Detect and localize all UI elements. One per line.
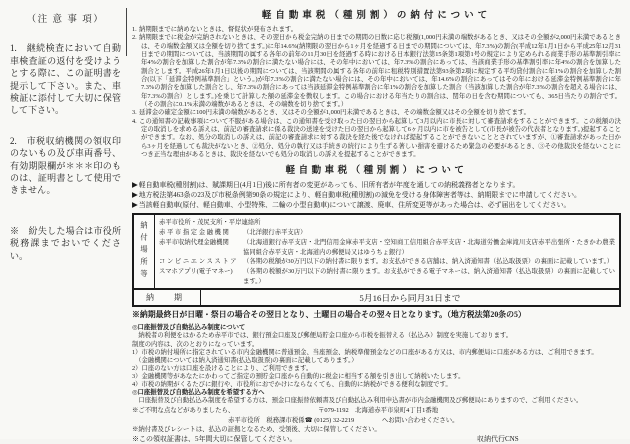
footer-note-keep: ※この領収証書は、5年間大切に保管してください。 <box>132 435 297 444</box>
phone-icon: ☎ <box>304 415 313 424</box>
bullet-item <box>132 180 621 190</box>
contact-postal-address: 〒079-1192 北海道赤平市泉町4丁目1番地 <box>318 407 439 415</box>
footer-note-receipt: ※納付書及びレシートは、払込の証拠となるため、受領後、大切に保管してください。 <box>132 425 381 433</box>
item-number: 1. <box>132 26 137 33</box>
place-label: スマホアプリ(電子マネー) <box>159 267 233 275</box>
contact-office: 赤平市役所 税務課市税係 <box>228 416 305 424</box>
column-divider-line <box>126 8 127 56</box>
transfer-wish-text: 口座振替及び自動払込み制度を希望する方は、預金口座振替依頼書及び自動払込み利用申込書が市内金融機関及び郵便局にありますので、ご利用ください。 <box>132 397 583 405</box>
contact-suffix: へお問い合わせください。 <box>381 416 459 424</box>
table-row <box>159 228 615 238</box>
contact-phone-number: (0125) 32-2219 <box>314 416 355 424</box>
table-row <box>159 257 615 267</box>
due-date-row <box>134 288 619 305</box>
place-detail: （各期の税額が30万円以下の納付書に限ります。お支払ができる店舗は、納入済通知書（払込取扱票）の裏面に記載しています。） <box>243 258 614 266</box>
table-row <box>159 218 615 228</box>
bullet-text: 当該軽自動車(原付、軽自動車、小型特殊、二輪の小型自動車)について譲渡、廃車、住所変更等があった場合は、必ず届出をしてください。 <box>138 202 571 210</box>
item-text: 延滞金の確定金額に100円未満の端数があるとき、又はその全額が1,000円未満であるときは、その端数金額又はその全額を切り捨てます。 <box>139 109 530 117</box>
caution-item-2: 2. 市税収納機関の領収印のないもの及び車両番号、有効期限欄が＊＊＊印のものは、証明書として使用できません。 <box>10 135 121 196</box>
item-text: 納期限までに税金が完納されないときは、その翌日から税金完納の日までの期間の日数に応じ税額(1,000円未満の端数があるとき、又はその全額が2,000円未満であるときは、その端数金額又は全額を切り捨てます。)に年14.6%(納期限の翌日から1ヶ月を経過する日までの期間については、年7.3%)の割合(平成12年1月1日から平成25年12月31日までの期間については、当該期間の属する各年の前年の11月30日を経過する時における日本銀行法第15条第1項第1号の規定により定められる商業手形の基準割引率に年4%の割合を加算した割合が年7.3%の割合に満たない場合には、その年中においては、年7.3%の割合にあっては、当該商業手形の基準割引率に年4%の割合を加算した割合とします。平成26年1月1日以後の期間については、当該期間の属する各年の前年に租税特別措置法第93条第2項に規定する平均貸付割合に年1%の割合を加算した割合(以下「延滞金特例基準割合」という。)が年7.3%の割合に満たない場合には、その年中においては、年14.6%の割合にあってはその年における延滞金特例基準割合に年7.3%の割合を加算した割合とし、年7.3%の割合にあっては当該延滞金特例基準割合に年1%の割合を加算した割合（当該加算した割合が年7.3%の割合を超える場合には、年7.3%の割合）とします。)を乗じて計算した額の延滞金を徴収します。この場合における年当たりの割合は、閏年の日を含む期間についても、365日当たりの割合です。（その割合に0.1%未満の端数があるときは、その端数を切り捨てます。） <box>139 34 621 109</box>
bullet-item <box>132 200 621 210</box>
contact-line-2 <box>132 416 621 425</box>
caution-panel <box>10 12 121 280</box>
caution-item-1: 1. 継続検査において自動車検査証の返付を受けようとする際に、この証明書を提示して下さい。また、車検証に添付して大切に保管して下さい。 <box>10 43 121 116</box>
list-item <box>132 109 621 117</box>
payment-places-body <box>134 215 619 288</box>
item-text: この通知書の記載事項について不服がある場合は、この通知書を受け取った日の翌日から起算して3月以内に市長に対して審査請求をすることができます。この税額の決定の取消しを求める訴えは、前記の審査請求に係る裁決の送達を受けた日の翌日から起算して6ヶ月以内に市を被告として(市長が被告の代表者となります。)提起することができます。なお、処分の取消しの訴えは、前記の審査請求に対する裁決を経た後でなければ提起することができないこととされていますが、①審査請求があった日から3ヶ月を経過しても裁決がないとき、②処分、処分の執行又は手続きの続行により生ずる著しい損害を避けるため緊急の必要があるとき、③その他裁決を経ないことにつき正当な理由があるときは、裁決を経ないでも処分の取消しの訴えを提起することができます。 <box>139 117 621 159</box>
place-label: コンビニエンスストア <box>159 258 239 266</box>
transfer-intro-1: 納税者の利便をはかるため赤平市では、銀行預金口座及び郵便局貯金口座から市税を振替える（払込み）制度を実施しております。 <box>132 332 513 340</box>
triangle-bullet-icon: ▶ <box>132 200 138 210</box>
page-title: 軽自動車税（種別割）の納付について <box>261 11 492 21</box>
place-detail: （各期の税額が30万円以下の納付書に限ります。お支払ができる電子マネーは、納入済通知書（払込取扱票）の裏面に記載しています。） <box>243 267 615 285</box>
place-detail: （北洋銀行赤平支店） <box>243 229 307 237</box>
bullet-text: 軽自動車税(種別割)は、賦課期日(4月1日)後に所有者の変更があっても、旧所有者が年度を通しての納税義務者となります。 <box>138 181 520 189</box>
contact-block <box>132 407 621 425</box>
item-number: 3. <box>132 109 137 117</box>
transfer-item: （金融機関については納入済通知書(払込取扱票)の裏面に記載してあります。） <box>132 356 358 364</box>
about-tax-bullets <box>132 180 621 211</box>
footer-notes <box>132 426 621 444</box>
account-transfer-section <box>132 324 621 405</box>
due-date-note: ※納期最終日が日曜・祭日の場合その翌日となり、土曜日の場合その翌々日となります。（地方税法第20条の5） <box>132 310 526 320</box>
transfer-item: 2）口座のない方は口座を設けることにより、ご利用できます。 <box>132 364 313 372</box>
due-date-value: 5月16日から同月31日まで <box>359 293 461 304</box>
transfer-intro-2: 制度の内容は、次のとおりになっています。 <box>132 340 259 348</box>
payment-places-side-label: 納付場所等 <box>134 215 155 288</box>
bullet-text: 地方税法第463条の23及び市税条例第90条の規定により、軽自動車税(種別割)の減免を受ける身体障害者等は、納期限までに申請してください。 <box>138 191 581 199</box>
transfer-item: 4）市税の納期がくるたびに銀行や、市役所におでかけにならなくても、自動的に納税ができる便利な制度です。 <box>132 380 452 388</box>
place-label: 赤平市収納代理金融機関 <box>159 238 229 246</box>
list-item <box>132 34 621 109</box>
payment-places-rows <box>155 215 619 288</box>
caution-footnote: ※ 紛失した場合は市役所税務課までおいでください。 <box>10 225 121 261</box>
contact-line-1 <box>132 407 621 415</box>
due-date-label: 納 期 <box>134 290 201 305</box>
transfer-wish-title: ◎口座振替及び自動払込み制度を希望する方へ <box>132 389 265 397</box>
item-text: 納期限までに納めないときは、督促状が発布されます。 <box>139 26 298 33</box>
main-column <box>132 10 621 444</box>
table-row <box>159 267 615 286</box>
place-label: 赤平市指定金融機関 <box>159 229 231 237</box>
place-detail: （北海道銀行赤平支店・北門信用金庫赤平支店・空知商工信用組合赤平支店・北海道労働金庫滝川支店赤平出張所・たきかわ農業協同組合赤平支店・北海道内の郵便局又はゆうちょ銀行） <box>243 238 615 256</box>
triangle-bullet-icon: ▶ <box>132 189 138 199</box>
table-row <box>159 238 615 257</box>
item-number: 4. <box>132 117 137 125</box>
list-item <box>132 118 621 160</box>
bullet-item <box>132 190 621 200</box>
payment-rules-list <box>132 26 621 160</box>
item-number: 2. <box>132 34 137 42</box>
triangle-bullet-icon: ▶ <box>132 179 138 189</box>
footer-line-2 <box>132 435 621 444</box>
transfer-item: 3）金融機関等があなたにかわってご指定の預貯金口座から自動的に税金に相当する額を引き出して納税いたします。 <box>132 372 465 380</box>
section-title-about-tax: 軽自動車税（種別割）について <box>285 165 468 176</box>
caution-heading: （注 意 事 項） <box>26 15 105 25</box>
transfer-item: 1）市税の納付場所に指定されている市内金融機関に普通預金、当座預金、納税準備預金などの口座がある方又は、市内郵便局に口座がある方は、ご利用できます。 <box>132 348 598 356</box>
payment-places-table <box>132 213 621 307</box>
place-label: 赤平市役所・茂尻支所・平岸連絡所 <box>159 219 261 227</box>
contact-prefix: ※ご不明な点などがありましたら、 <box>132 407 235 415</box>
collection-agency-label: 収納代行CNS <box>477 435 519 444</box>
transfer-section-title: ◎口座振替及び自動払込み制度について <box>132 324 246 332</box>
